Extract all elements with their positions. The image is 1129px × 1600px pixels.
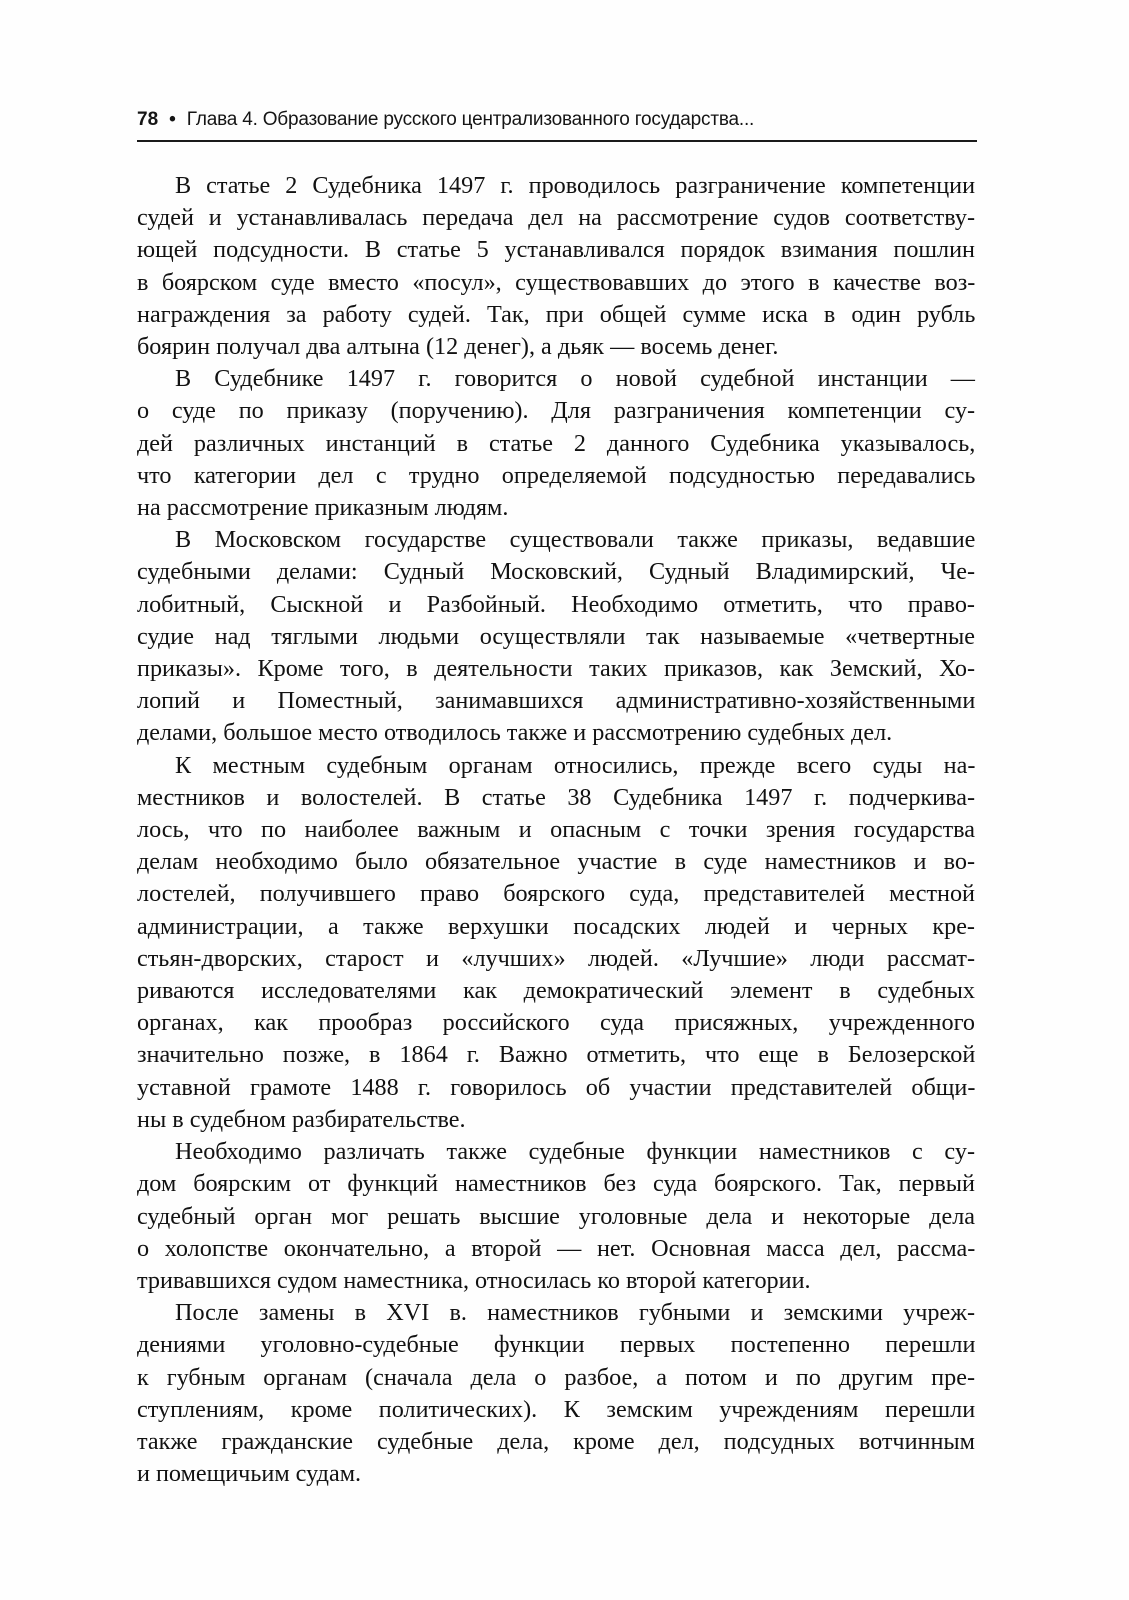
text-line: в боярском суде вместо «посул», существовавших до этого в качестве воз- bbox=[137, 268, 976, 296]
text-line: В Судебнике 1497 г. говорится о новой судебной инстанции — bbox=[175, 365, 975, 393]
text-line: судебный орган мог решать высшие уголовные дела и некоторые дела bbox=[137, 1202, 975, 1230]
text-line: значительно позже, в 1864 г. Важно отметить, что еще в Белозерской bbox=[137, 1041, 976, 1069]
text-line: администрации, а также верхушки посадских людей и черных кре- bbox=[137, 912, 975, 940]
chapter-title: Глава 4. Образование русского централизованного государства... bbox=[186, 109, 755, 130]
text-line: о холопстве окончательно, а второй — нет. Основная масса дел, рассма- bbox=[137, 1234, 976, 1262]
paragraph bbox=[137, 750, 975, 1136]
text-line: боярин получал два алтына (12 денег), а дьяк — восемь денег. bbox=[137, 333, 779, 361]
paragraph bbox=[137, 1136, 975, 1297]
paragraph bbox=[137, 363, 975, 524]
text-line: органах, как прообраз российского суда присяжных, учрежденного bbox=[137, 1009, 975, 1037]
text-line: о суде по приказу (поручению). Для разграничения компетенции су- bbox=[137, 397, 976, 425]
header-bullet: • bbox=[169, 109, 176, 130]
text-line: риваются исследователями как демократический элемент в судебных bbox=[137, 977, 975, 1005]
text-line: дом боярским от функций наместников без суда боярского. Так, первый bbox=[137, 1170, 975, 1198]
text-line: дей различных инстанций в статье 2 данного Судебника указывалось, bbox=[137, 429, 976, 457]
text-line: лостелей, получившего право боярского суда, представителей местной bbox=[137, 880, 975, 908]
text-line: делам необходимо было обязательное участие в суде наместников и во- bbox=[137, 848, 976, 876]
paragraph bbox=[137, 170, 975, 363]
text-line: делами, большое место отводилось также и рассмотрению судебных дел. bbox=[137, 719, 893, 747]
text-line: судей и устанавливалась передача дел на рассмотрение судов соответству- bbox=[137, 204, 975, 232]
text-line: лобитный, Сыскной и Разбойный. Необходимо отметить, что право- bbox=[137, 590, 975, 618]
text-line: награждения за работу судей. Так, при общей сумме иска в один рубль bbox=[137, 300, 976, 328]
text-line: дениями уголовно-судебные функции первых постепенно перешли bbox=[137, 1331, 976, 1359]
text-line: на рассмотрение приказным людям. bbox=[137, 494, 509, 522]
text-line: и помещичьим судам. bbox=[137, 1460, 362, 1488]
text-line: лопий и Поместный, занимавшихся административно-хозяйственными bbox=[137, 687, 976, 715]
text-line: судие над тяглыми людьми осуществляли так называемые «четвертные bbox=[137, 622, 975, 650]
text-line: также гражданские судебные дела, кроме дел, подсудных вотчинным bbox=[137, 1427, 975, 1455]
running-header bbox=[137, 104, 977, 142]
body-text bbox=[137, 170, 975, 1490]
paragraph bbox=[137, 524, 975, 749]
text-line: В Московском государстве существовали также приказы, ведавшие bbox=[175, 526, 976, 554]
text-line: уставной грамоте 1488 г. говорилось об участии представителей общи- bbox=[137, 1073, 976, 1101]
text-line: приказы». Кроме того, в деятельности таких приказов, как Земский, Хо- bbox=[137, 655, 976, 683]
text-line: ступлениям, кроме политических). К земским учреждениям перешли bbox=[137, 1395, 976, 1423]
text-line: местников и волостелей. В статье 38 Судебника 1497 г. подчеркива- bbox=[137, 783, 975, 811]
text-line: стьян-дворских, старост и «лучших» людей. «Лучшие» люди рассмат- bbox=[137, 944, 975, 972]
text-line: В статье 2 Судебника 1497 г. проводилось разграничение компетенции bbox=[175, 172, 976, 199]
text-line: к губным органам (сначала дела о разбое, а потом и по другим пре- bbox=[137, 1363, 975, 1391]
text-line: судебными делами: Судный Московский, Судный Владимирский, Че- bbox=[137, 558, 976, 586]
text-line: Необходимо различать также судебные функции наместников с су- bbox=[175, 1138, 975, 1166]
page-number: 78 bbox=[137, 109, 159, 130]
text-line: ющей подсудности. В статье 5 устанавливался порядок взимания пошлин bbox=[137, 236, 975, 264]
paragraph bbox=[137, 1297, 975, 1490]
text-line: лось, что по наиболее важным и опасным с точки зрения государства bbox=[137, 816, 975, 844]
text-line: ны в судебном разбирательстве. bbox=[137, 1105, 466, 1133]
text-line: что категории дел с трудно определяемой подсудностью передавались bbox=[137, 461, 976, 489]
text-line: тривавшихся судом наместника, относилась ко второй категории. bbox=[137, 1266, 811, 1294]
text-line: После замены в XVI в. наместников губными и земскими учреж- bbox=[175, 1299, 975, 1327]
text-line: К местным судебным органам относились, прежде всего суды на- bbox=[175, 751, 976, 779]
